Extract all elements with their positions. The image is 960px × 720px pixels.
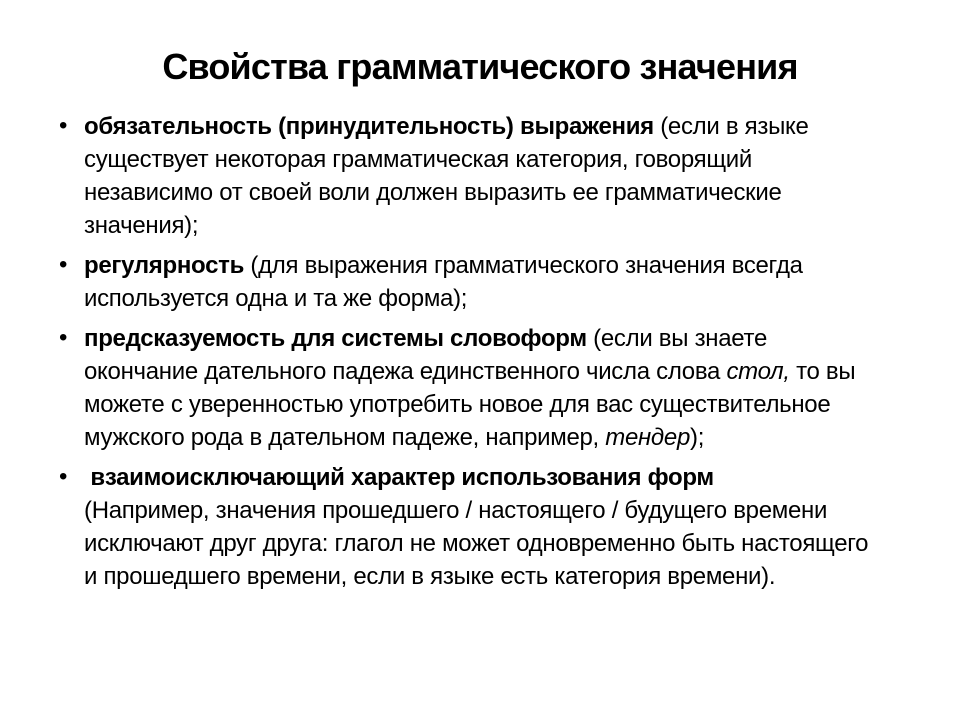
bullet-body-text: (для выражения грамматического значения всегда используется одна и та же форма);: [84, 252, 803, 313]
bullet-lead-text: предсказуемость для системы словоформ: [84, 325, 587, 353]
bullet-body-text: );: [690, 424, 705, 452]
bullet-icon: •: [59, 463, 68, 491]
bullet-example-word: стол,: [726, 358, 790, 386]
bullet-body-text: (Например, значения прошедшего / настоящего / будущего времени исключают друг друга: глагол не может одновременно быть настоящего и прошедшего времени, если в языке есть категория времени).: [84, 497, 869, 591]
bullet-icon: •: [59, 324, 68, 352]
bullet-body-text: то вы можете с уверенностью употребить новое для вас существительное мужского рода в дательном падеже, например,: [84, 358, 856, 452]
bullet-lead-text: взаимоисключающий характер использования форм: [84, 464, 714, 492]
bullet-body-text: (если вы знаете окончание дательного падежа единственного числа слова: [84, 325, 767, 386]
bullet-item: [58, 322, 880, 454]
slide-title: Свойства грамматического значения: [162, 46, 798, 87]
bullet-icon: •: [59, 251, 68, 279]
bullet-item: [58, 110, 880, 242]
bullet-lead-text: обязательность (принудительность) выражения: [84, 113, 654, 141]
bullet-list: [58, 110, 880, 593]
bullet-item: [58, 249, 880, 315]
bullet-lead-text: регулярность: [84, 252, 245, 280]
bullet-body-text: (если в языке существует некоторая грамматическая категория, говорящий независимо от своей воли должен выразить ее грамматические значения);: [84, 113, 809, 240]
bullet-item: [58, 461, 880, 593]
bullet-example-word: тендер: [605, 424, 690, 452]
bullet-icon: •: [59, 112, 68, 140]
